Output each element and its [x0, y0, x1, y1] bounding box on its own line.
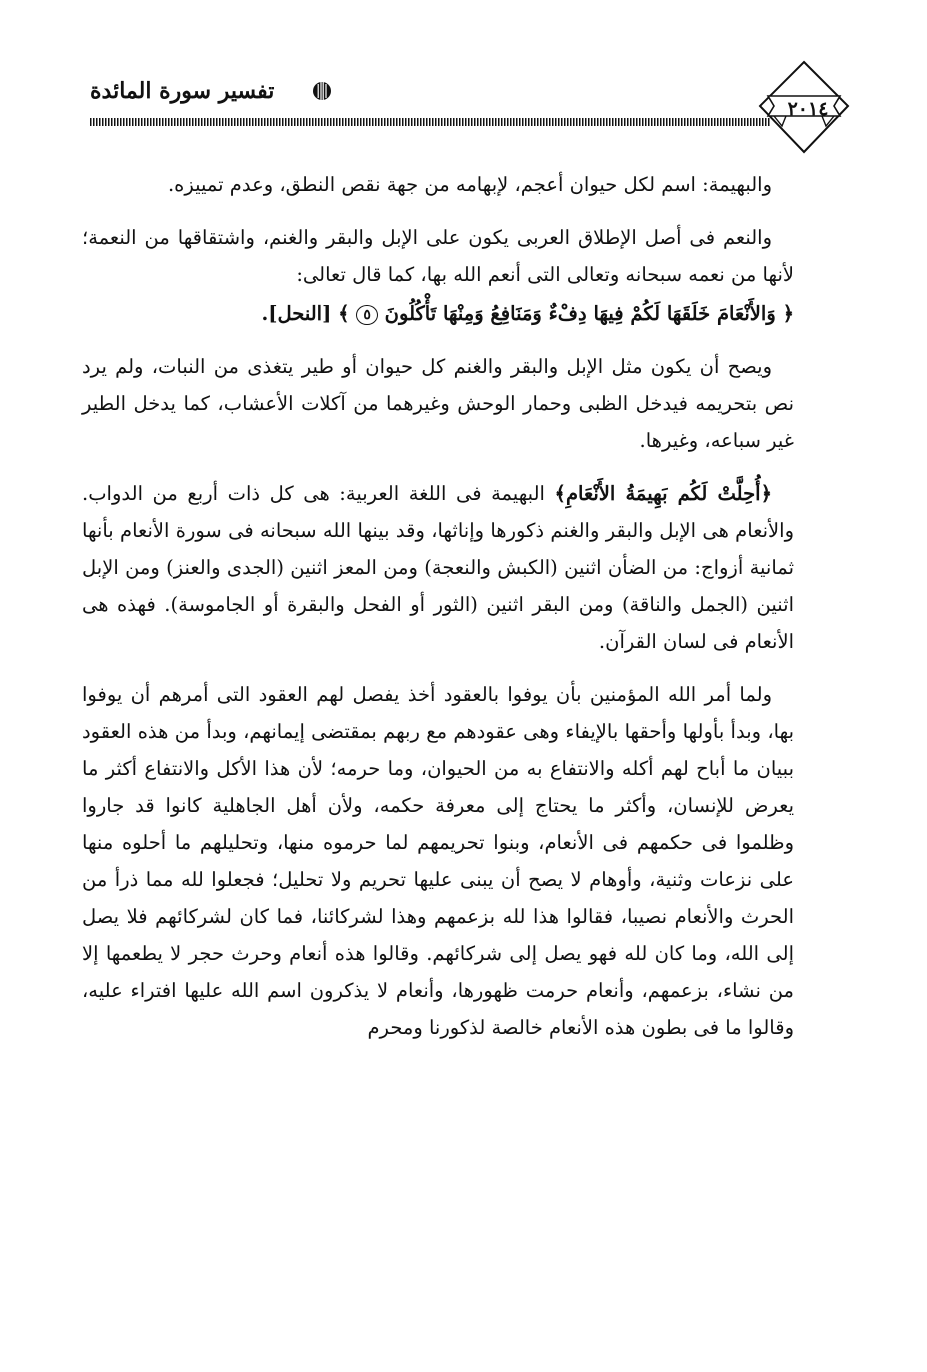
page-number: ٢٠١٤: [787, 98, 829, 120]
paragraph: والبهيمة: اسم لكل حيوان أعجم، لإبهامه من جهة نقص النطق، وعدم تمييزه.: [167, 173, 772, 196]
inline-verse-close: ﴾: [554, 482, 566, 505]
inline-verse-open: ﴿: [760, 482, 772, 505]
page-header: [90, 60, 850, 160]
inline-verse-text: أُحِلَّتْ لَكُم بَهِيمَةُ الأَنْعَامِ: [565, 482, 761, 505]
quran-verse-block: [82, 295, 794, 332]
verse-text: وَالأَنْعَامَ خَلَقَهَا لَكُمْ فِيهَا دِفْءٌ وَمَنَافِعُ وَمِنْهَا تَأْكُلُونَ: [384, 302, 776, 325]
paragraph: ولما أمر الله المؤمنين بأن يوفوا بالعقود أخذ يفصل لهم العقود التى أمرهم أن يوفوا بها، وبدأ بأولها وأحقها بالإيفاء وهى عقودهم مع ربهم بمقتضى إيمانهم، وبدأ من هذه العقود ببيان ما أباح لهم أكله والانتفاع به من الحيوان، وما حرمه؛ لأن هذا الأكل والانتفاع أكثر ما يعرض للإنسان، وأكثر ما يحتاج إلى معرفة حكمه، ولأن أهل الجاهلية كانوا قد جاروا وظلموا فى حكمهم فى الأنعام، وبنوا تحريمهم لما حرموه منها، وتحليلهم ما أحلوه منها على نزعات وثنية، وأوهام لا يصح أن يبنى عليها تحريم ولا تحليل؛ فجعلوا لله مما ذرأ من الحرث والأنعام نصيبا، فقالوا هذا لله بزعمهم وهذا لشركائنا، فما كان لشركائهم فلا يصل إلى الله، وما كان لله فهو يصل إلى شركائهم. وقالوا هذه أنعام وحرث حجر لا يطعمها إلا من نشاء، بزعمهم، وأنعام حرمت ظهورها، وأنعام لا يذكرون اسم الله عليها افتراء عليه، وقالوا ما فى بطون هذه الأنعام خالصة لذكورنا ومحرم: [82, 683, 795, 1039]
verse-open-bracket: ﴿: [782, 302, 794, 325]
rosette-ornament-icon: [310, 80, 334, 102]
paragraph: ويصح أن يكون مثل الإبل والبقر والغنم كل حيوان أو طير يتغذى من النبات، ولم يرد نص بتحريمه فيدخل الظبى وحمار الوحش وغيرهما من آكلات الأعشاب، كما يدخل الطير غير سباعه، وغيرها.: [82, 355, 794, 452]
paragraph: [82, 475, 794, 660]
ayah-number: ٥: [356, 305, 378, 325]
running-title: تفسير سورة المائدة: [90, 78, 275, 104]
paragraph: والنعم فى أصل الإطلاق العربى يكون على الإبل والبقر والغنم، واشتقاقها من النعمة؛ لأنها من نعمه سبحانه وتعالى التى أنعم الله بها، كما قال تعالى:: [82, 226, 794, 286]
verse-citation: [النحل].: [261, 302, 332, 325]
header-rule: [90, 118, 770, 126]
body-text: [82, 166, 794, 1062]
verse-close-bracket: ﴾: [338, 302, 350, 325]
paragraph-text: البهيمة فى اللغة العربية: هى كل ذات أربع من الدواب. والأنعام هى الإبل والبقر والغنم ذكورها وإناثها، وقد بينها الله سبحانه فى سورة الأنعام بأنها ثمانية أزواج: من الضأن اثنين (الكبش والنعجة) ومن المعز اثنين (الجدى والعنز) ومن الإبل اثنين (الجمل والناقة) ومن البقر اثنين (الثور أو الفحل والبقرة أو الجاموسة). فهذه هى الأنعام فى لسان القرآن.: [82, 482, 794, 653]
